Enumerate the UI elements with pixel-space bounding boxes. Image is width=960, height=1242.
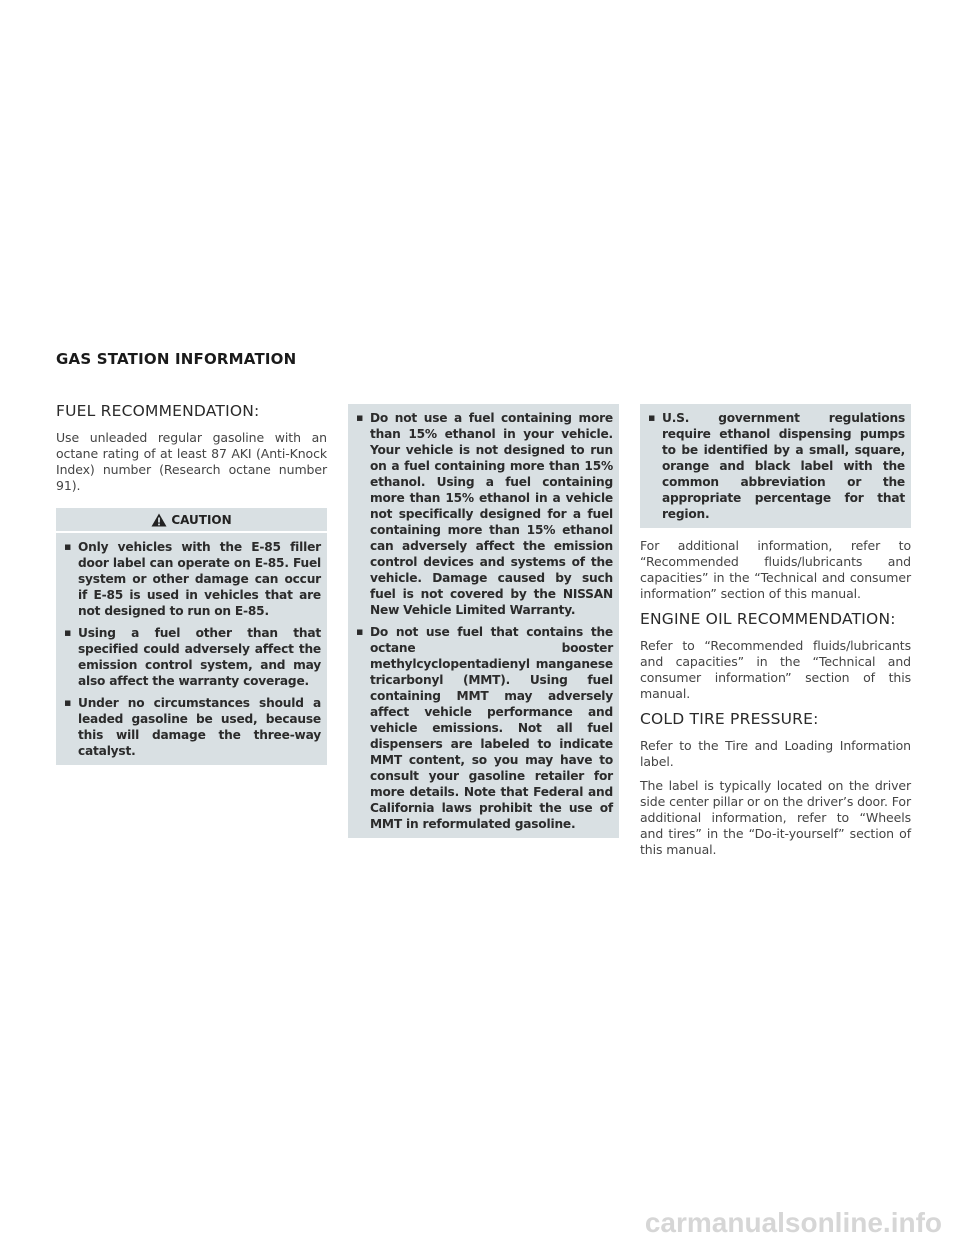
caution-list-continued xyxy=(348,404,619,838)
caution-item: ▪ Using a fuel other than that specified could adversely affect the emission control system, and may also affect the warranty coverage. xyxy=(64,625,321,689)
fuel-recommendation-heading: FUEL RECOMMENDATION: xyxy=(56,402,260,420)
column-1 xyxy=(56,402,327,765)
caution-box xyxy=(56,508,327,765)
warning-icon xyxy=(151,513,167,527)
engine-oil-text: Refer to “Recommended fluids/lubricants and capacities” in the “Technical and consumer information” section of this manual. xyxy=(640,638,911,701)
caution-list-continued xyxy=(640,404,911,528)
caution-item: ▪ U.S. government regulations require ethanol dispensing pumps to be identified by a small, square, orange and black label with the common abbreviation or the appropriate percentage for that region. xyxy=(648,410,905,522)
engine-oil-heading: ENGINE OIL RECOMMENDATION: xyxy=(640,610,896,628)
column-3 xyxy=(640,402,911,866)
cold-tire-pressure-heading: COLD TIRE PRESSURE: xyxy=(640,710,819,728)
column-2 xyxy=(348,402,619,838)
watermark: carmanualsonline.info xyxy=(644,1207,942,1238)
fuel-intro-text: Use unleaded regular gasoline with an octane rating of at least 87 AKI (Anti-Knock Index) number (Research octane number 91). xyxy=(56,430,327,493)
caution-item: ▪ Do not use a fuel containing more than 15% ethanol in your vehicle. Your vehicle is not designed to run on a fuel containing more than 15% ethanol. Using a fuel containing more than 15% ethanol in a vehicle not specifically designed for a fuel containing more than 15% ethanol can adversely affect the emission control devices and systems of the vehicle. Damage caused by such fuel is not covered by the NISSAN New Vehicle Limited Warranty. xyxy=(356,410,613,618)
tire-text-1: Refer to the Tire and Loading Information label. xyxy=(640,738,911,769)
caution-title: CAUTION xyxy=(171,513,232,527)
tire-text-2: The label is typically located on the driver side center pillar or on the driver’s door. For additional information, refer to “Wheels and tires” in the “Do-it-yourself” section of this manual. xyxy=(640,778,911,857)
additional-info-text: For additional information, refer to “Recommended fluids/lubricants and capacities” in the “Technical and consumer information” section of this manual. xyxy=(640,538,911,601)
caution-item: ▪ Do not use fuel that contains the octane booster methylcyclopentadienyl manganese tricarbonyl (MMT). Using fuel containing MMT may adversely affect vehicle performance and vehicle emissions. Not all fuel dispensers are labeled to indicate MMT content, so you may have to consult your gasoline retailer for more details. Note that Federal and California laws prohibit the use of MMT in reformulated gasoline. xyxy=(356,624,613,832)
caution-header xyxy=(56,508,327,533)
caution-item: ▪ Only vehicles with the E-85 filler door label can operate on E-85. Fuel system or other damage can occur if E-85 is used in vehicles that are not designed to run on E-85. xyxy=(64,539,321,619)
caution-list xyxy=(56,533,327,765)
section-title: GAS STATION INFORMATION xyxy=(56,350,297,368)
caution-item: ▪ Under no circumstances should a leaded gasoline be used, because this will damage the three-way catalyst. xyxy=(64,695,321,759)
